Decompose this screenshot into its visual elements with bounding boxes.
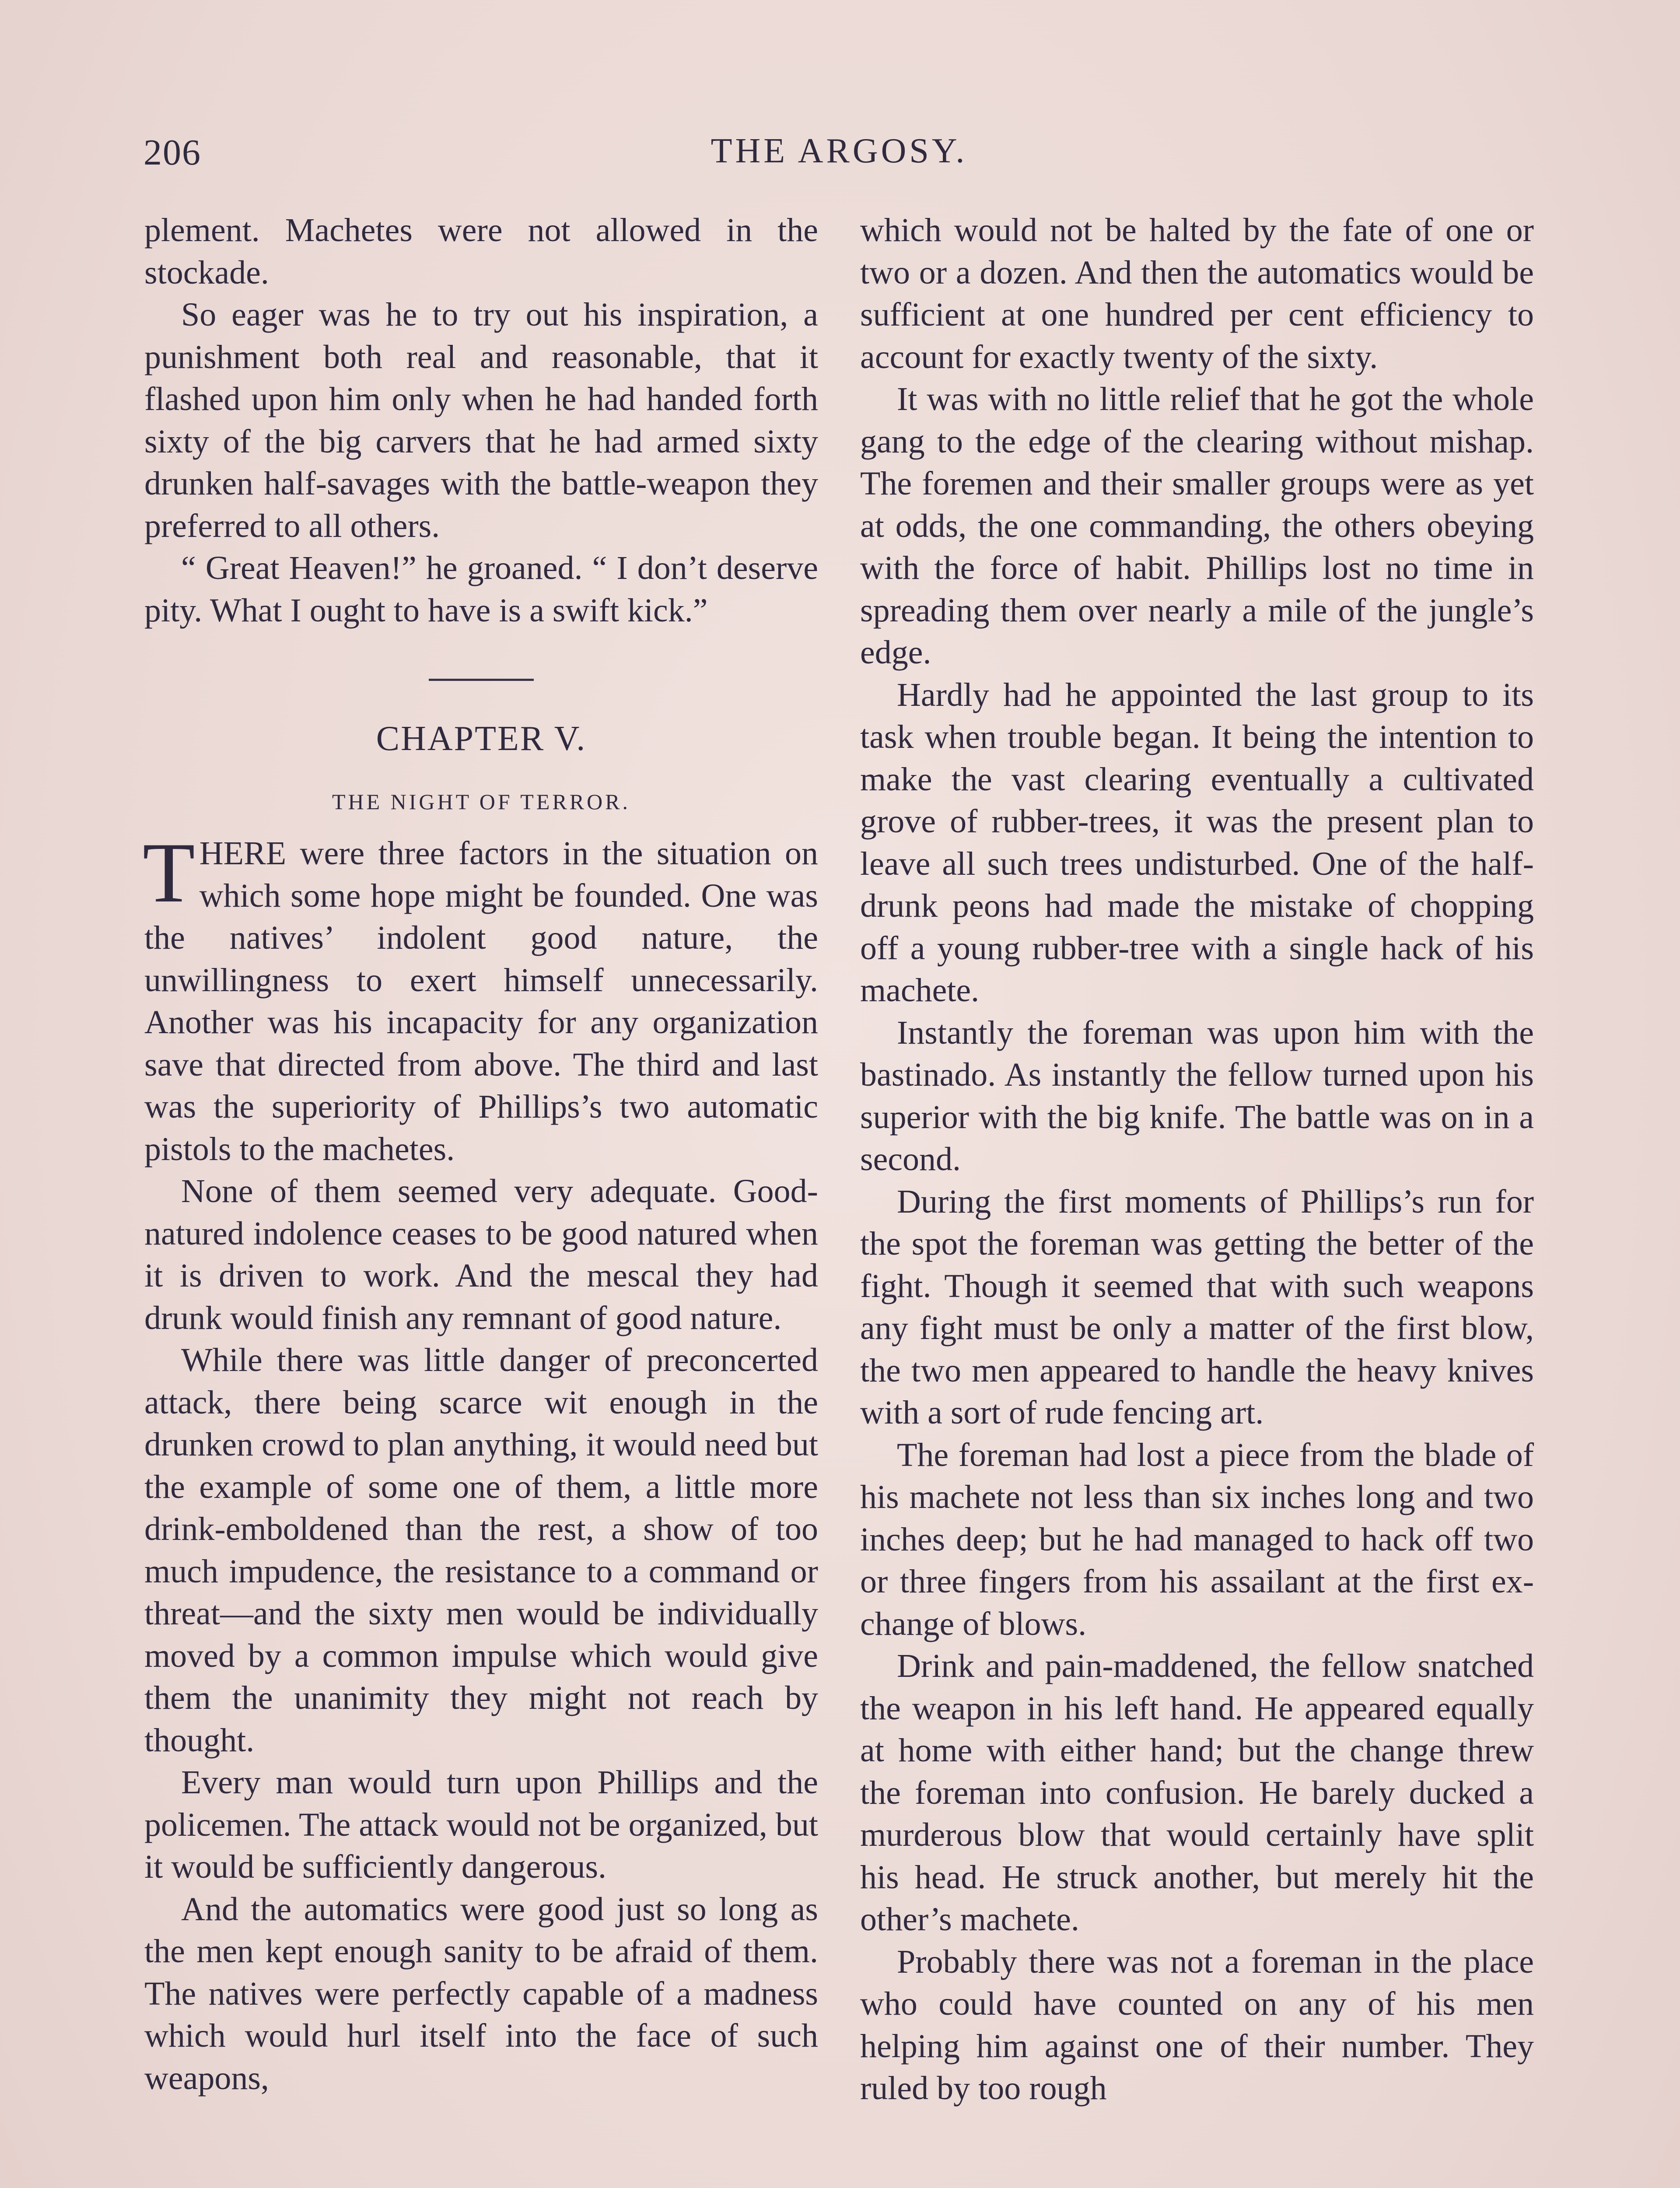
right-paragraph-4: Instantly the foreman was upon him with the bastinado. As instantly the fellow turned upon his superior with the big knife. The battle was on in a second. [860,1014,1534,1178]
left-paragraph-2: So eager was he to try out his inspiration, a punishment both real and reasonable, that it flashed upon him only when he had handed forth sixty of the big carvers that he had armed sixty drunken half-savages with the battle-weapon they preferred to all others. [144,296,818,544]
page-header [144,131,1535,188]
left-paragraph-4-text: HERE were three factors in the situation on which some hope might be founded. One was the natives’ indolent good nature, the unwillingness to exert himself unnecessarily. Another was his incapacity for any organization save that directed from above. The third and last was the superiority of Phillips’s two automatic pistols to the machetes. [144,835,818,1168]
left-paragraph-8: And the automatics were good just so long as the men kept enough sanity to be afraid of them. The natives were perfectly capable of a madness which would hurl itself into the face of such weapons, [144,1890,818,2097]
right-paragraph-8: Probably there was not a foreman in the place who could have counted on any of his men helping him against one of their number. They ruled by too rough [860,1943,1534,2107]
left-paragraph-5: None of them seemed very adequate. Good-natured indolence ceases to be good natured when it is driven to work. And the mescal they had drunk would finish any remnant of good nature. [144,1173,818,1336]
chapter-subtitle: THE NIGHT OF TERROR. [332,789,631,814]
page-number: 206 [144,132,201,173]
section-divider [429,679,534,681]
left-paragraph-4 [143,825,818,1170]
running-title: THE ARGOSY. [710,132,968,170]
right-paragraph-3: Hardly had he appointed the last group to its task when trouble began. It being the intention to make the vast clearing eventually a cultivated grove of rubber-trees, it was the present plan to leave all such trees undisturbed. One of the half-drunk peons had made the mistake of chopping off a young rubber-tree with a single hack of his machete. [860,676,1534,1009]
right-column [860,209,1534,2110]
right-paragraph-6: The foreman had lost a piece from the blade of his machete not less than six inches long and two inches deep; but he had managed to hack off two or three fingers from his assailant at the first exchange of blows. [860,1436,1534,1642]
right-paragraph-2: It was with no little relief that he got the whole gang to the edge of the clearing without mishap. The foremen and their smaller groups were as yet at odds, the one commanding, the others obeying with the force of habit. Phillips lost no time in spreading them over nearly a mile of the jungle’s edge. [860,381,1534,671]
right-paragraph-7: Drink and pain-maddened, the fellow snatched the weapon in his left hand. He appeared equally at home with either hand; but the change threw the foreman into confusion. He barely ducked a murderous blow that would certainly have split his head. He struck another, but merely hit the other’s machete. [860,1648,1534,1938]
left-paragraph-1: plement. Machetes were not allowed in the stockade. [144,212,818,291]
right-paragraph-1: which would not be halted by the fate of one or two or a dozen. And then the automatics would be sufficient at one hundred per cent efficiency to account for exactly twenty of the sixty. [860,212,1534,375]
right-paragraph-5: During the first moments of Phillips’s run for the spot the foreman was getting the better of the fight. Though it seemed that with such weapons any fight must be only a matter of the first blow, the two men appeared to handle the heavy knives with a sort of rude fencing art. [860,1183,1534,1431]
left-column [144,209,818,2099]
left-paragraph-3: “ Great Heaven!” he groaned. “ I don’t deserve pity. What I ought to have is a swift kick.” [144,550,818,629]
left-paragraph-6: While there was little danger of preconcerted attack, there being scarce wit enough in the drunken crowd to plan anything, it would need but the example of some one of them, a little more drink-emboldened than the rest, a show of too much impudence, the resistance to a command or threat—and the sixty men would be individually moved by a common impulse which would give them the unanimity they might not reach by thought. [144,1342,818,1759]
chapter-heading: CHAPTER V. [376,719,587,758]
drop-cap: T [143,825,195,920]
left-paragraph-7: Every man would turn upon Phillips and the policemen. The attack would not be organized, but it would be sufficiently dangerous. [144,1764,818,1885]
